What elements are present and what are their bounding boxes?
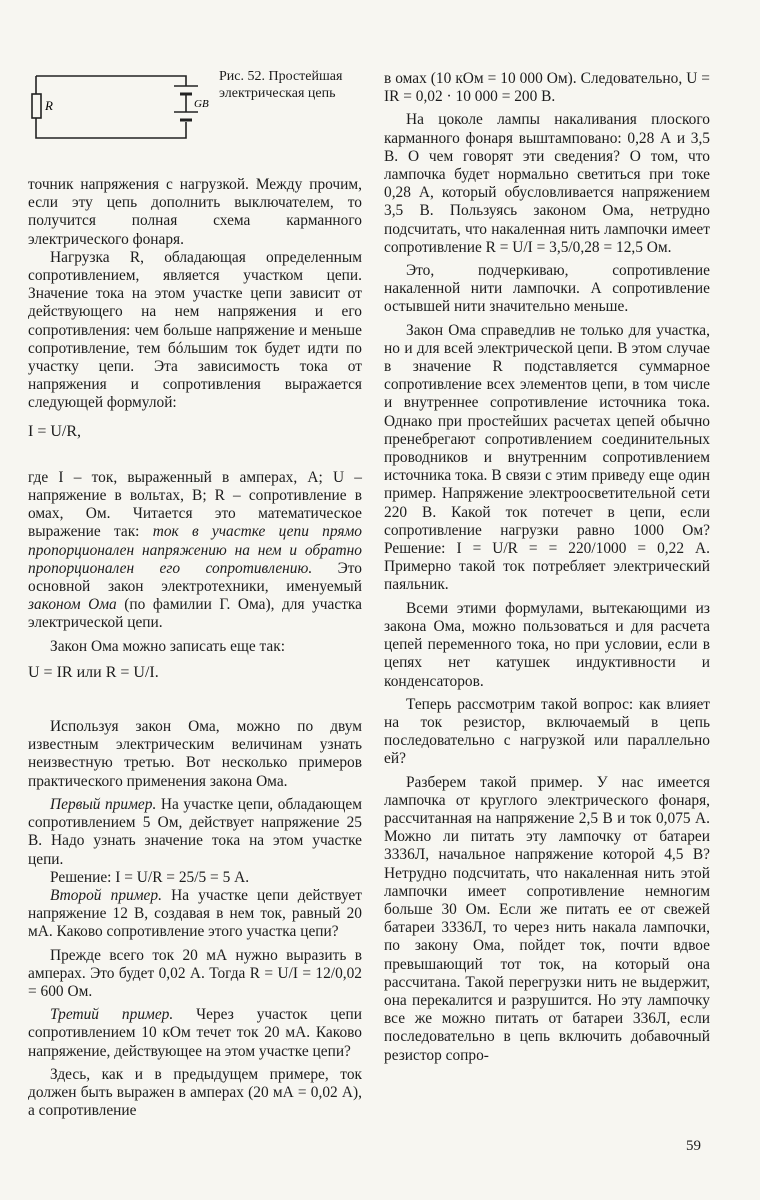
- page-number: 59: [686, 1138, 701, 1154]
- right-column: [384, 70, 710, 1065]
- text-span: (по фамилии Г. Ома), для участка электрической цепи.: [28, 596, 363, 632]
- circuit-top-wire: [36, 76, 186, 86]
- paragraph: Нагрузка R, обладающая определенным сопротивлением, является участком цепи. Значение тока на этом участке цепи зависит от действующего на нем напряжения и его сопротивления: чем больше напряжение и меньше сопротивление, тем бóльшим ток будет идти по участку цепи. Эта зависимость тока от напряжения и сопротивления выражается следующей формулой:: [28, 248, 362, 412]
- paragraph: [28, 469, 362, 633]
- paragraph: Теперь рассмотрим такой вопрос: как влияет на ток резистор, включаемый в цепь последовательно с нагрузкой или параллельно ей?: [384, 695, 710, 768]
- example-3: [28, 1006, 362, 1061]
- formula-ohm: I = U/R,: [28, 422, 82, 440]
- circuit-bottom-wire: [36, 118, 186, 138]
- label-gb: GB: [194, 98, 209, 110]
- paragraph: Разберем такой пример. У нас имеется лампочка от круглого электрического фонаря, рассчитанная на напряжение 2,5 В и ток 0,075 А. Можно ли питать эту лампочку от батареи 3336Л, начальное напряжение которой 4,5 В? Нетрудно подсчитать, что накаленная нить этой лампочки имеет сопротивление немногим больше 30 Ом. Если же питать ее от свежей батареи 3336Л, то через нить накала лампочки, по закону Ома, пойдет ток, почти вдвое превышающий тот ток, на который она рассчитана. Такой перегрузки нить не выдержит, она перекалится и разрушится. Но эту лампочку все же можно питать от батареи 336Л, если последовательно в цепь включить добавочный резистор сопро-: [384, 773, 710, 1064]
- paragraph: Закон Ома можно записать еще так:: [50, 637, 285, 655]
- figure-caption: Рис. 52. Простейшая электрическая цепь: [219, 69, 343, 101]
- text-span: На участке цепи действует напряжение 12 В, создавая в нем ток, равный 20 мА. Каково сопротивление этого участка цепи?: [28, 886, 362, 941]
- paragraph: точник напряжения с нагрузкой. Между прочим, если эту цепь дополнить выключателем, то получится полная схема карманного электрического фонаря.: [28, 176, 362, 248]
- italic-term: законом Ома: [28, 596, 117, 614]
- paragraph: Прежде всего ток 20 мА нужно выразить в амперах. Это будет 0,02 А. Тогда R = U/I = 12/0,02 = 600 Ом.: [28, 946, 362, 1000]
- italic-definition: ток в участке цепи прямо пропорционален напряжению на нем и обратно пропорционален его сопротивлению.: [28, 523, 362, 577]
- paragraph: Здесь, как и в предыдущем примере, ток должен быть выражен в амперах (20 мА = 0,02 А), а сопротивление: [28, 1065, 362, 1120]
- paragraph: в омах (10 кОм = 10 000 Ом). Следовательно, U = IR = 0,02 · 10 000 = 200 В.: [384, 70, 710, 106]
- left-column: [28, 176, 362, 1120]
- text-span: где I – ток, выраженный в амперах, А; U – напряжение в вольтах, В; R – сопротивление в омах, Ом. Читается это математическое выражение так:: [28, 468, 362, 541]
- label-r: R: [45, 98, 53, 113]
- circuit-schematic: [28, 64, 213, 154]
- text-span: На участке цепи, обладающем сопротивлением 5 Ом, действует напряжение 25 В. Надо узнать значение тока на этом участке цепи.: [28, 795, 362, 868]
- example-title: Первый пример.: [50, 795, 157, 813]
- solution: Решение: I = U/R = 25/5 = 5 А.: [50, 868, 250, 886]
- text-span: Это основной закон электротехники, именуемый: [28, 559, 362, 596]
- paragraph: Используя закон Ома, можно по двум известным электрическим величинам узнать неизвестную третью. Вот несколько примеров практического применения закона Ома.: [28, 718, 362, 790]
- paragraph: Всеми этими формулами, вытекающими из закона Ома, можно пользоваться и для расчета цепей переменного тока, но при условии, если в цепях нет катушек индуктивности и конденсаторов.: [384, 599, 710, 690]
- paragraph: Это, подчеркиваю, сопротивление накаленной нити лампочки. А сопротивление остывшей нити значительно меньше.: [384, 262, 710, 316]
- paragraph: Закон Ома справедлив не только для участка, но и для всей электрической цепи. В этом случае в значение R подставляется суммарное сопротивление всех элементов цепи, в том числе и внутреннее сопротивление источника тока. Однако при простейших расчетах цепей обычно пренебрегают сопротивлением соединительных проводников и внутренним сопротивлением источника тока. В связи с этим приведу еще один пример. Напряжение электроосветительной сети 220 В. Какой ток потечет в цепи, если сопротивление нагрузки равно 1000 Ом? Решение: I = U/R = = 220/1000 = 0,22 А. Примерно такой ток потребляет электрический паяльник.: [384, 321, 710, 594]
- circuit-diagram: [28, 64, 213, 154]
- text-span: Через участок цепи сопротивлением 10 кОм течет ток 20 мА. Каково напряжение, действующее на этом участке цепи?: [28, 1006, 362, 1060]
- example-2: [28, 887, 362, 942]
- example-title: Третий пример.: [50, 1006, 174, 1024]
- example-title: Второй пример.: [50, 886, 162, 904]
- example-1: [28, 796, 362, 869]
- paragraph: На цоколе лампы накаливания плоского карманного фонаря выштамповано: 0,28 А и 3,5 В. О чем говорят эти сведения? О том, что лампочка будет нормально светиться при токе 0,28 А, который обусловливается напряжением 3,5 В. Пользуясь законом Ома, нетрудно подсчитать, что накаленная нить лампочки имеет сопротивление R = U/I = 3,5/0,28 = 12,5 Ом.: [384, 111, 710, 256]
- resistor-symbol: [32, 94, 41, 118]
- formula-ohm-variants: U = IR или R = U/I.: [28, 663, 159, 681]
